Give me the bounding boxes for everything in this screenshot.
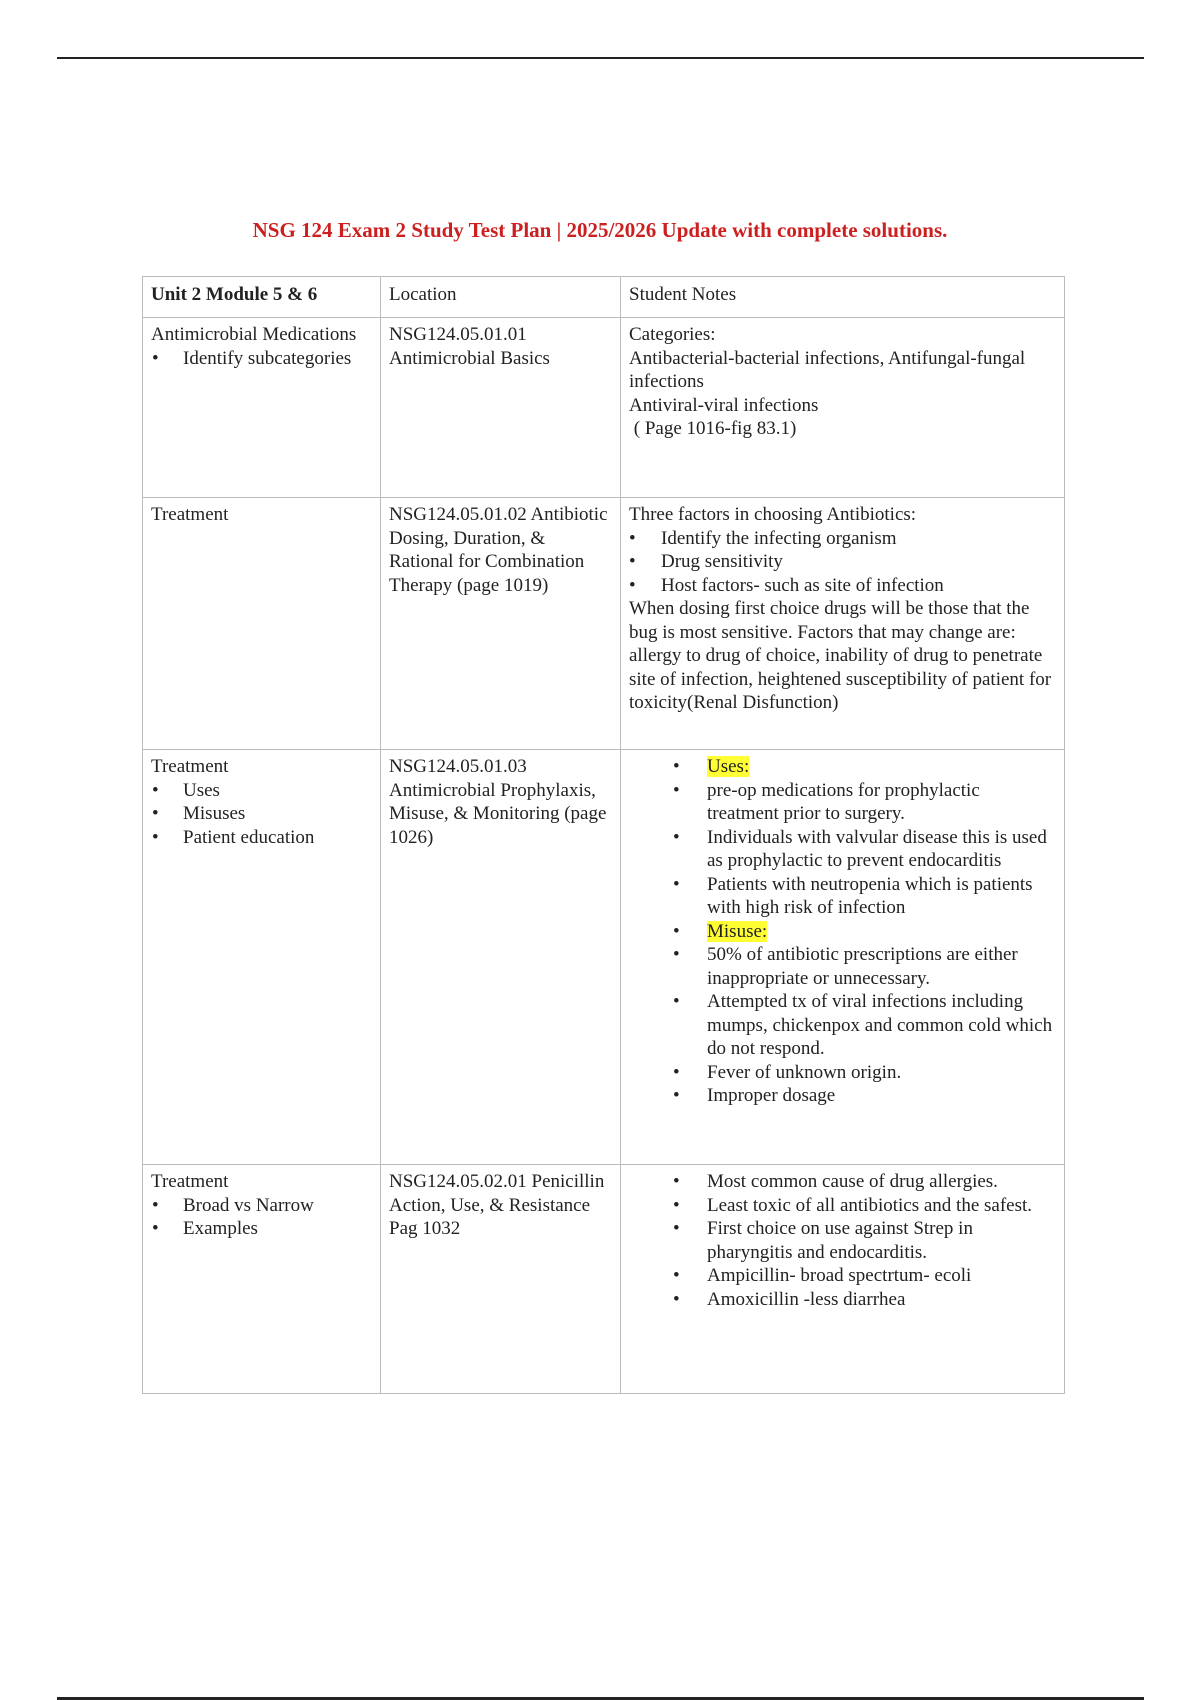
header-rule [57,57,1144,59]
topic-bullet-list [151,347,372,371]
topic-text: Treatment [151,1171,229,1192]
notes-cell [621,1165,1065,1394]
list-item: • Broad vs Narrow [152,1194,314,1216]
list-item: • Patient education [152,826,315,848]
notes-cell [621,318,1065,498]
table-header-row [143,277,1065,318]
list-item: • Misuses [152,803,246,824]
location-cell: NSG124.05.01.03 Antimicrobial Prophylaxis, Misuse, & Monitoring (page 1026) [381,750,621,1165]
list-item: • Identify subcategories [152,347,352,369]
list-item: • Ampicillin- broad spectrtum- ecoli [673,1265,972,1286]
list-item: • Identify the infecting organism [629,527,897,549]
list-item: • Least toxic of all antibiotics and the safest. [673,1194,1033,1216]
list-item: • First choice on use against Strep in pharyngitis and endocarditis. [673,1218,973,1263]
list-item: • Misuse: [673,920,768,942]
topic-cell [143,1165,381,1394]
notes-line: Categories: [629,324,716,345]
table-row [143,318,1065,498]
list-item: • Uses: [673,756,750,777]
topic-cell [143,750,381,1165]
list-item: • pre-op medications for prophylactic treatment prior to surgery. [673,779,980,824]
list-item: • Attempted tx of viral infections including mumps, chickenpox and common cold which do not respond. [673,991,1053,1059]
list-item: • Host factors- such as site of infection [629,574,944,596]
uses-highlight: Uses: [707,756,750,777]
topic-cell [143,498,381,750]
location-cell: NSG124.05.02.01 Penicillin Action, Use, & Resistance Pag 1032 [381,1165,621,1394]
header-location: Location [381,277,621,318]
list-item: • Fever of unknown origin. [673,1061,902,1083]
list-item: • Most common cause of drug allergies. [673,1171,998,1192]
topic-text: Treatment [151,504,229,525]
list-item: • Drug sensitivity [629,551,783,572]
list-item: • 50% of antibiotic prescriptions are either inappropriate or unnecessary. [673,944,1018,989]
table-row [143,1165,1065,1394]
list-item: • Individuals with valvular disease this is used as prophylactic to prevent endocarditis [673,826,1047,871]
location-cell: NSG124.05.01.02 Antibiotic Dosing, Duration, & Rational for Combination Therapy (page 1019) [381,498,621,750]
notes-bullet-list [629,527,1056,598]
notes-line: ( Page 1016-fig 83.1) [629,418,797,439]
list-item: • Patients with neutropenia which is patients with high risk of infection [673,873,1033,918]
study-plan-table [142,276,1065,1394]
topic-text: Antimicrobial Medications [151,324,357,345]
misuse-highlight: Misuse: [707,920,768,942]
notes-outro: When dosing first choice drugs will be those that the bug is most sensitive. Factors that may change are: allergy to drug of choice, inability of drug to penetrate site of infection, heightened susceptibility of patient for toxicity(Renal Disfunction) [629,598,1052,713]
header-student-notes: Student Notes [621,277,1065,318]
notes-bullet-list [629,1170,1056,1311]
topic-bullet-list [151,779,372,850]
document-title: NSG 124 Exam 2 Study Test Plan | 2025/2026 Update with complete solutions. [252,218,948,242]
notes-cell [621,498,1065,750]
list-item: • Amoxicillin -less diarrhea [673,1288,906,1310]
notes-cell [621,750,1065,1165]
table-row [143,750,1065,1165]
location-cell: NSG124.05.01.01 Antimicrobial Basics [381,318,621,498]
topic-bullet-list [151,1194,372,1241]
table-row [143,498,1065,750]
topic-text: Treatment [151,756,229,777]
header-unit-module: Unit 2 Module 5 & 6 [143,277,381,318]
notes-line: Antibacterial-bacterial infections, Antifungal-fungal infections [629,347,1026,392]
list-item: • Improper dosage [673,1085,836,1106]
topic-cell [143,318,381,498]
list-item: • Examples [152,1218,258,1239]
notes-bullet-list [629,755,1056,1108]
notes-intro: Three factors in choosing Antibiotics: [629,504,917,525]
list-item: • Uses [152,779,220,801]
notes-line: Antiviral-viral infections [629,394,819,416]
